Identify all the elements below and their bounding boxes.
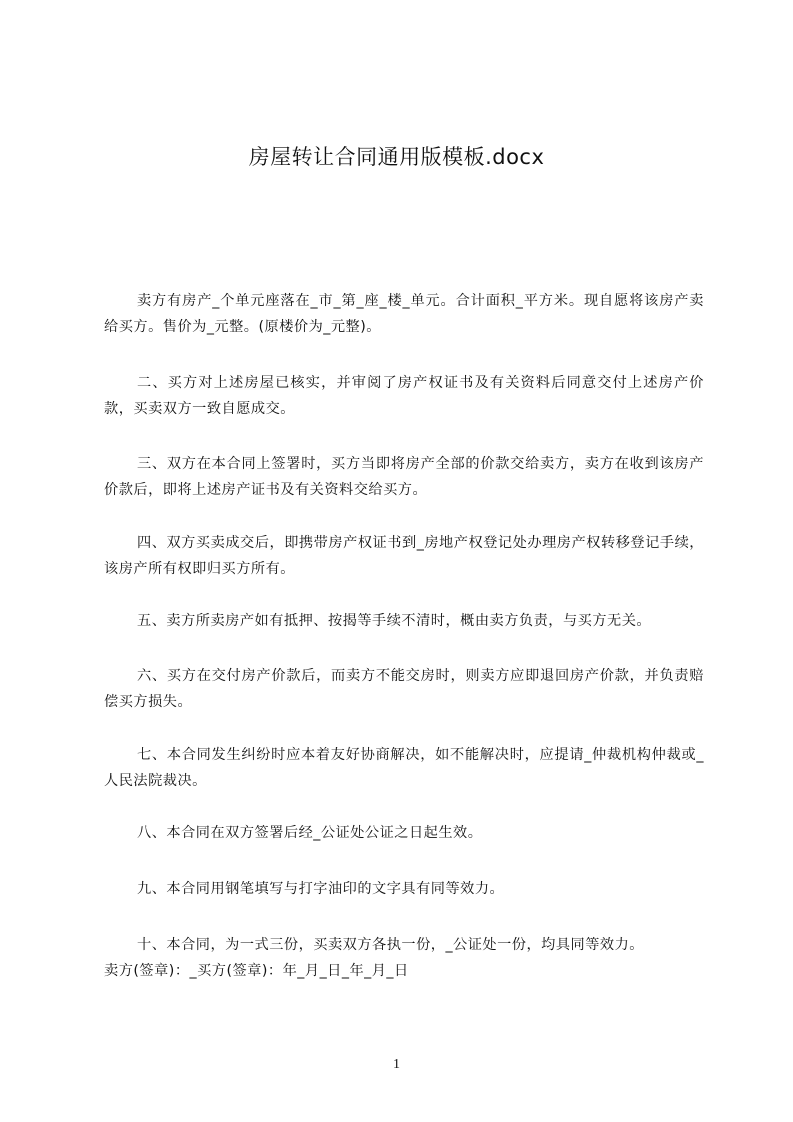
clause-8: 八、本合同在双方签署后经_公证处公证之日起生效。 <box>137 825 483 841</box>
document-title: 房屋转让合同通用版模板.docx <box>248 145 545 169</box>
clause-9: 九、本合同用钢笔填写与打字油印的文字具有同等效力。 <box>137 881 505 897</box>
clause-3: 三、双方在本合同上签署时，买方当即将房产全部的价款交给卖方，卖方在收到该房产价款后，即将上述房产证书及有关资料交给买方。 <box>104 456 704 498</box>
clause-1: 卖方有房产_个单元座落在_市_第_座_楼_单元。合计面积_平方米。现自愿将该房产卖给买方。售价为_元整。(原楼价为_元整)。 <box>104 293 704 335</box>
clause-6: 六、买方在交付房产价款后，而卖方不能交房时，则卖方应即退回房产价款，并负责赔偿买方损失。 <box>104 668 704 710</box>
clause-10: 十、本合同，为一式三份，买卖双方各执一份，_公证处一份，均具同等效力。 <box>137 937 644 953</box>
signature-line: 卖方(签章)：_买方(签章)：年_月_日_年_月_日 <box>104 963 409 979</box>
clause-4: 四、双方买卖成交后，即携带房产权证书到_房地产权登记处办理房产权转移登记手续，该房产所有权即归买方所有。 <box>104 535 704 577</box>
clause-2: 二、买方对上述房屋已核实，并审阅了房产权证书及有关资料后同意交付上述房产价款，买卖双方一致自愿成交。 <box>104 375 704 417</box>
clause-7: 七、本合同发生纠纷时应本着友好协商解决，如不能解决时，应提请_仲裁机构仲裁或_人民法院裁决。 <box>104 747 704 789</box>
clause-5: 五、卖方所卖房产如有抵押、按揭等手续不清时，概由卖方负责，与买方无关。 <box>137 613 652 629</box>
page-number: 1 <box>393 1057 400 1072</box>
